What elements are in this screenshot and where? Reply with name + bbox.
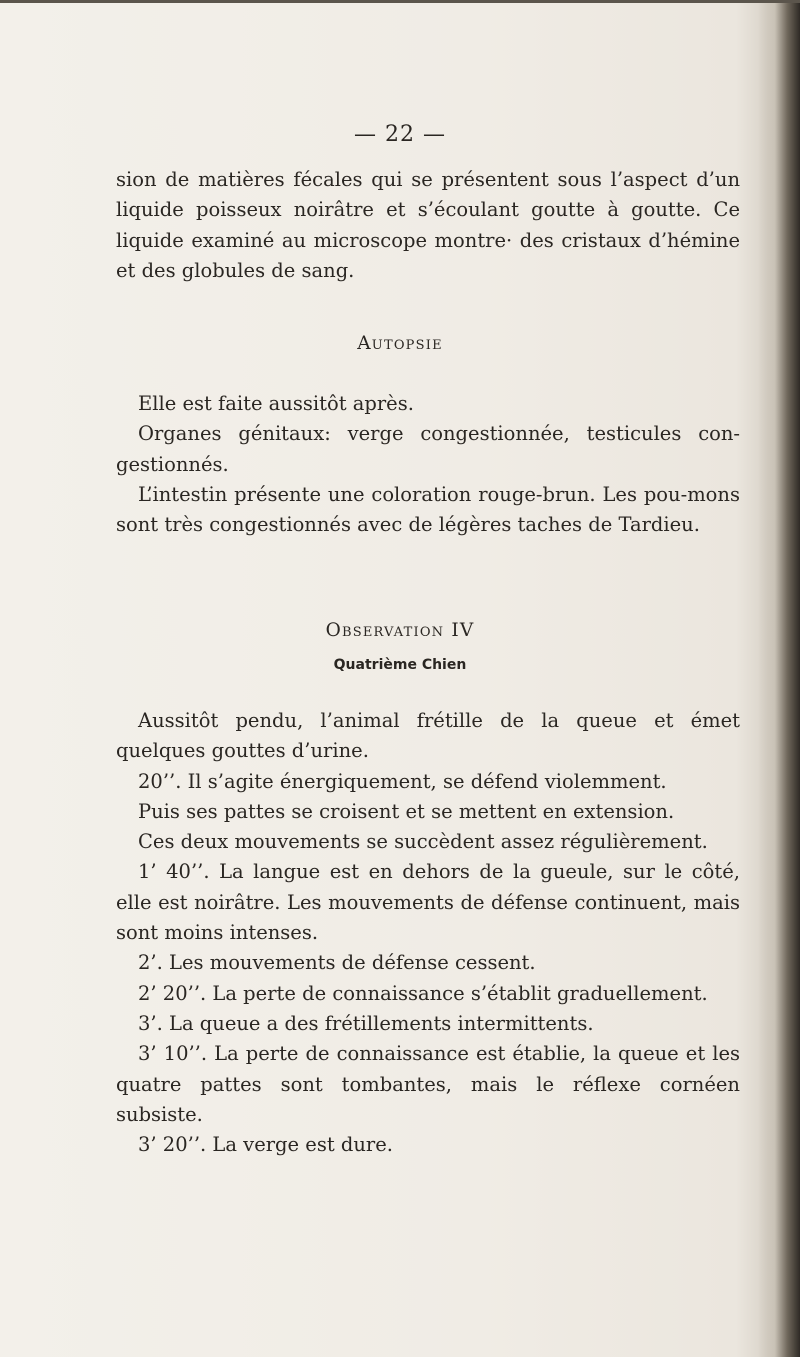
- paragraph: Ces deux mouvements se succèdent assez régulièrement.: [138, 830, 708, 854]
- page-edge-shadow: [758, 0, 800, 1357]
- paragraph: Elle est faite aussitôt après.: [138, 392, 414, 415]
- section-heading-observation: Observation IV: [325, 620, 475, 641]
- paragraph: 3’. La queue a des frétillements intermittents.: [138, 1011, 594, 1035]
- top-border: [0, 0, 800, 3]
- paragraph: 20’’. Il s’agite énergiquement, se défend violemment.: [138, 769, 667, 793]
- page-number: — 22 —: [354, 122, 446, 147]
- paragraph: Puis ses pattes se croisent et se mettent en extension.: [138, 799, 675, 823]
- paragraph: 2’ 20’’. La perte de connaissance s’établit graduellement.: [138, 981, 708, 1005]
- section-heading-autopsie: Autopsie: [357, 333, 443, 354]
- paragraph: 3’ 10’’. La perte de connaissance est établie, la queue et les quatre pattes sont tombantes, mais le réflexe cornéen subsiste.: [116, 1042, 740, 1126]
- autopsie-section: [116, 389, 740, 540]
- paragraph: Organes génitaux: verge congestionnée, testicules con-gestionnés.: [116, 422, 740, 476]
- paragraph: 3’ 20’’. La verge est dure.: [138, 1133, 393, 1157]
- paragraph: 2’. Les mouvements de défense cessent.: [138, 951, 536, 975]
- paragraph: Aussitôt pendu, l’animal frétille de la queue et émet quelques gouttes d’urine.: [116, 709, 740, 763]
- observation-section: [116, 706, 740, 1160]
- paragraph: 1’ 40’’. La langue est en dehors de la gueule, sur le côté, elle est noirâtre. Les mouvements de défense continuent, mais sont moins intenses.: [116, 860, 740, 945]
- paragraph: L’intestin présente une coloration rouge-brun. Les pou-mons sont très congestionnés avec de légères taches de Tardieu.: [116, 482, 740, 537]
- paragraph-continuation: [116, 165, 740, 286]
- paragraph: sion de matières fécales qui se présentent sous l’aspect d’un liquide poisseux noirâtre et s’écoulant goutte à goutte. Ce liquide examiné au microscope montre· des cristaux d’hémine et des globules de sang.: [116, 168, 740, 282]
- section-subheading: Quatrième Chien: [333, 657, 467, 673]
